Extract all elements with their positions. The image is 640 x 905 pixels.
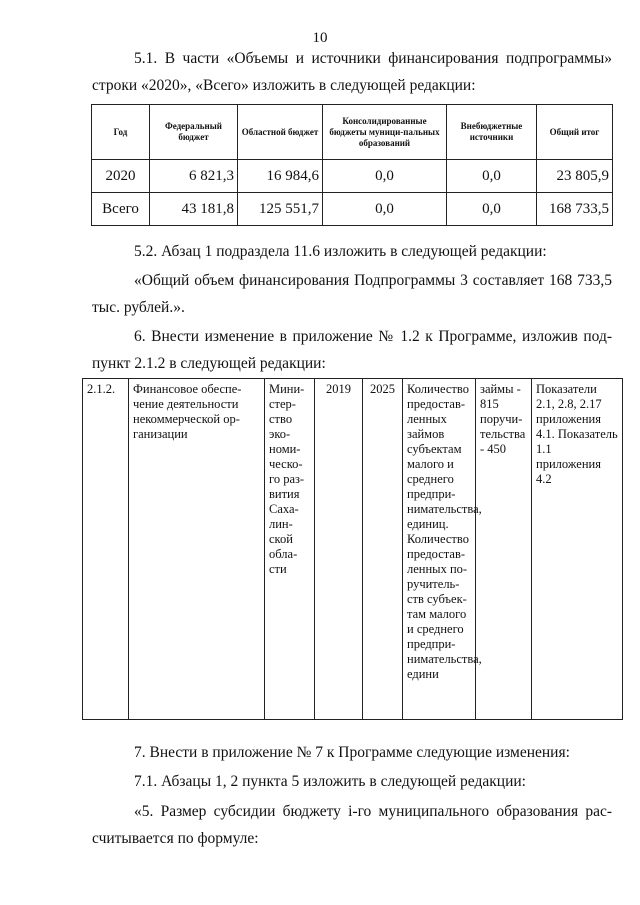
cell-municipal: 0,0: [323, 160, 447, 193]
paragraph-6-line-2: пункт 2.1.2 в следующей редакции:: [92, 355, 326, 372]
cell-federal: 6 821,3: [150, 160, 238, 193]
header-federal-budget: Федеральный бюджет: [150, 105, 238, 160]
header-regional-budget: Областной бюджет: [238, 105, 323, 160]
cell-year: Всего: [92, 193, 150, 226]
paragraph-5-1-line-1: 5.1. В части «Объемы и источники финансирования подпрограммы»: [134, 50, 612, 67]
cell-extrabudgetary: 0,0: [447, 193, 537, 226]
paragraph-5-1-line-2: строки «2020», «Всего» изложить в следующей редакции:: [92, 77, 476, 94]
quote-5-2-line-2: тыс. рублей.».: [92, 299, 185, 316]
quote-5-line-1: «5. Размер субсидии бюджету i-го муниципального образования рас-: [134, 803, 612, 820]
table-row: [92, 193, 613, 226]
table-row: [83, 379, 623, 720]
cell-regional: 16 984,6: [238, 160, 323, 193]
table-row: [92, 160, 613, 193]
header-extrabudgetary: Внебюджетные источники: [447, 105, 537, 160]
paragraph-7: 7. Внести в приложение № 7 к Программе следующие изменения:: [134, 744, 570, 761]
cell-measure-name: Финансовое обеспе-чение деятельности некоммерческой ор-ганизации: [129, 379, 265, 720]
cell-item-number: 2.1.2.: [83, 379, 129, 720]
page-number: 10: [312, 30, 328, 46]
financing-table-header: [92, 105, 613, 160]
cell-year-end: 2025: [363, 379, 403, 720]
quote-5-line-2: считывается по формуле:: [92, 830, 259, 847]
cell-executor: Мини-стер-ство эко-номи-ческо-го раз-вития Саха-лин-ской обла-сти: [265, 379, 315, 720]
program-table: [82, 378, 623, 720]
quote-5-2-line-1: «Общий объем финансирования Подпрограммы 3 составляет 168 733,5: [134, 272, 612, 289]
cell-municipal: 0,0: [323, 193, 447, 226]
cell-extrabudgetary: 0,0: [447, 160, 537, 193]
cell-indicators: Количество предостав-ленных займов субъектам малого и среднего предпри-нимательства, единиц. Количество предостав-ленных по-ручитель-ств субъек-там малого и среднего предпри-нимательства, едини: [403, 379, 476, 720]
header-year: Год: [92, 105, 150, 160]
cell-federal: 43 181,8: [150, 193, 238, 226]
cell-year: 2020: [92, 160, 150, 193]
header-total: Общий итог: [537, 105, 613, 160]
paragraph-6-line-1: 6. Внести изменение в приложение № 1.2 к Программе, изложив под-: [134, 328, 612, 345]
cell-values: займы - 815 поручи-тельства - 450: [476, 379, 532, 720]
cell-total: 168 733,5: [537, 193, 613, 226]
cell-linked-indicators: Показатели 2.1, 2.8, 2.17 приложения 4.1. Показатель 1.1 приложения 4.2: [532, 379, 623, 720]
header-municipal-budgets: Консолидированные бюджеты муници-пальных образований: [323, 105, 447, 160]
cell-year-start: 2019: [315, 379, 363, 720]
cell-regional: 125 551,7: [238, 193, 323, 226]
paragraph-7-1: 7.1. Абзацы 1, 2 пункта 5 изложить в следующей редакции:: [134, 773, 526, 790]
cell-total: 23 805,9: [537, 160, 613, 193]
financing-table: [91, 104, 613, 226]
paragraph-5-2: 5.2. Абзац 1 подраздела 11.6 изложить в следующей редакции:: [134, 243, 547, 260]
